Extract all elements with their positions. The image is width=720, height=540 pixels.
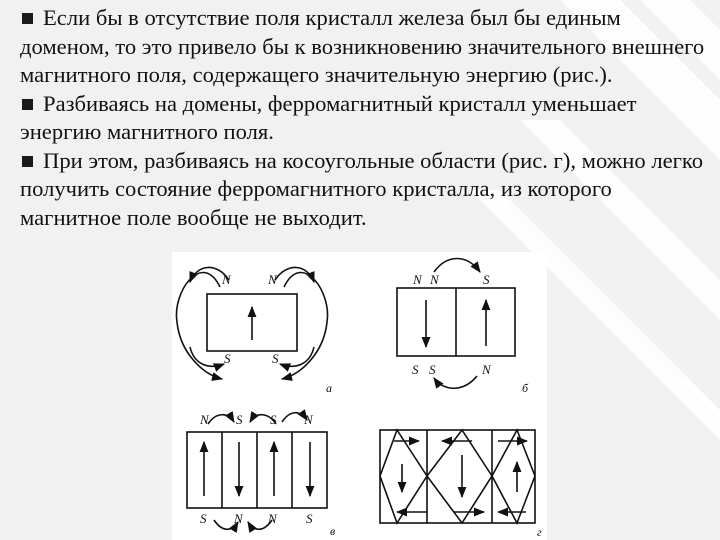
- pole-labels: [199, 272, 542, 539]
- label-v-top-3: S: [270, 412, 277, 427]
- paragraph-2: Разбиваясь на домены, ферромагнитный кристалл уменьшает энергию магнитного поля.: [20, 90, 637, 144]
- paragraph-3: При этом, разбиваясь на косоугольные области (рис. г), можно легко получить состояние ферромагнитного кристалла, из которого магнитное поле вообще не выходит.: [20, 147, 704, 230]
- label-b-top-1: N: [413, 272, 422, 287]
- panel-g: [380, 430, 535, 523]
- label-v-top-2: S: [236, 412, 243, 427]
- label-a-bottom-1: S: [224, 351, 231, 366]
- label-a-top-2: N: [268, 272, 277, 287]
- caption-b: б: [522, 381, 529, 395]
- domain-diagram: [172, 252, 547, 540]
- text-content: [20, 4, 710, 232]
- label-v-top-4: N: [304, 412, 313, 427]
- caption-g: г: [537, 525, 542, 539]
- label-v-top-1: N: [200, 412, 209, 427]
- bullet-square-icon: [22, 99, 33, 110]
- label-b-bottom-1: S: [412, 362, 419, 377]
- label-b-top-2: N: [430, 272, 439, 287]
- paragraph-1: Если бы в отсутствие поля кристалл железа был бы единым доменом, то это привело бы к возникновению значительного внешнего магнитного поля, содержащего значительную энергию (рис.).: [20, 5, 705, 87]
- label-a-bottom-2: S: [272, 351, 279, 366]
- bullet-square-icon: [22, 13, 33, 24]
- label-v-bottom-4: S: [306, 511, 313, 526]
- label-a-top-1: N: [222, 272, 231, 287]
- label-b-bottom-2: S: [429, 362, 436, 377]
- caption-v: в: [330, 524, 336, 538]
- label-v-bottom-2: N: [234, 511, 243, 526]
- label-b-bottom-3: N: [482, 362, 491, 377]
- domain-figure: [172, 252, 547, 540]
- label-v-bottom-1: S: [200, 511, 207, 526]
- bullet-square-icon: [22, 156, 33, 167]
- label-v-bottom-3: N: [268, 511, 277, 526]
- label-b-top-3: S: [483, 272, 490, 287]
- panel-a: [176, 267, 327, 379]
- caption-a: а: [326, 381, 332, 395]
